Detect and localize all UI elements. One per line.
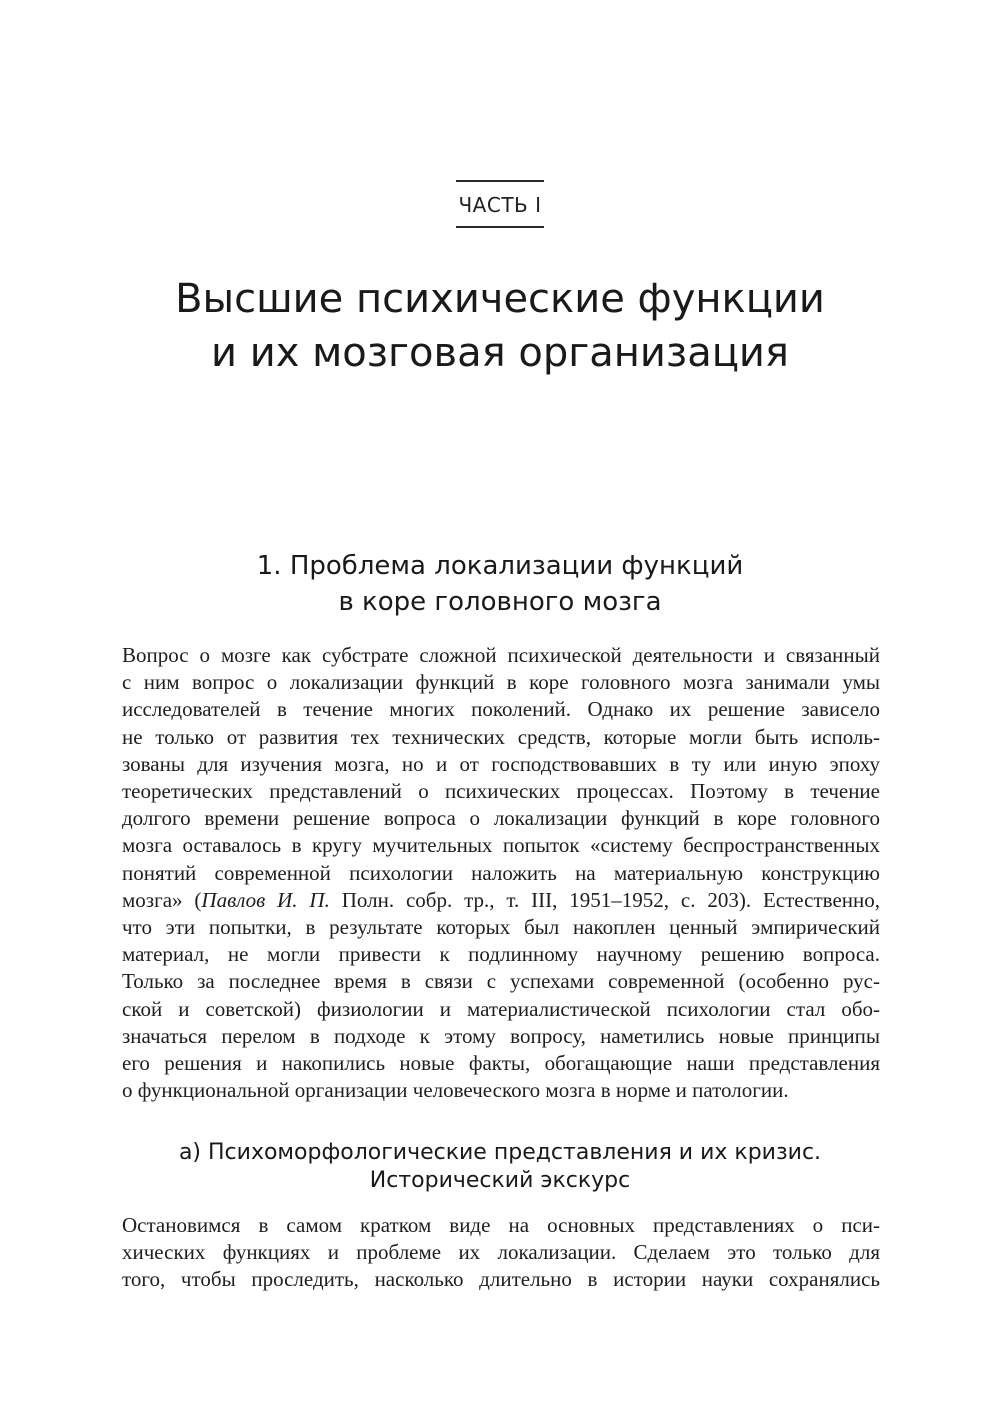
text-line: значаться перелом в подходе к этому вопросу, наметились новые принципы [122,1023,880,1048]
text-line: долгого времени решение вопроса о локализации функций в коре головного [122,806,880,831]
paragraph-2 [122,1212,880,1294]
citation-before: мозга» ( [122,887,202,912]
text-line: о функциональной организации человеческого мозга в норме и патологии. [122,1078,789,1103]
text-line: Только за последнее время в связи с успехами современной (особенно рус- [122,969,880,994]
text-line: понятий современной психологии наложить на материальную конструкцию [122,860,880,885]
part-title [0,272,1000,380]
paragraph-1 [122,642,880,1104]
text-line: что эти попытки, в результате которых был накоплен ценный эмпирический [122,915,880,940]
subsection-title-line: Исторический экскурс [369,1168,631,1193]
text-line: не только от развития тех технических средств, которые могли быть исполь- [122,724,880,749]
text-line: Остановимся в самом кратком виде на основных представлениях о пси- [122,1213,880,1237]
text-line: того, чтобы проследить, насколько длительно в истории науки сохранялись [122,1267,880,1292]
part-label-wrap [0,180,1000,228]
section-title-line: в коре головного мозга [338,587,662,617]
part-title-line: и их мозговая организация [211,330,789,376]
citation-author: Павлов И. П. [201,887,330,912]
text-line: теоретических представлений о психических процессах. Поэтому в течение [122,779,880,804]
text-line: зованы для изучения мозга, но и от господствовавших в ту или иную эпоху [122,751,880,776]
text-line: Вопрос о мозге как субстрате сложной психической деятельности и связанный [122,643,880,667]
section-title [0,548,1000,620]
text-line: материал, не могли привести к подлинному научному решению вопроса. [122,942,880,967]
citation-line [122,887,880,914]
text-line: ской и советской) физиологии и материалистической психологии стал обо- [122,996,880,1021]
subsection-title-line: а) Психоморфологические представления и их кризис. [178,1140,822,1165]
part-title-line: Высшие психические функции [175,276,825,322]
citation-after: Полн. собр. тр., т. III, 1951–1952, с. 203). Естественно, [329,887,880,912]
text-line: с ним вопрос о локализации функций в коре головного мозга занимали умы [122,670,880,695]
text-line: хических функциях и проблеме их локализации. Сделаем это только для [122,1240,880,1265]
text-line: его решения и накопились новые факты, обогащающие наши представления [122,1051,880,1076]
text-line: исследователей в течение многих поколений. Однако их решение зависело [122,697,880,722]
subsection-title [0,1139,1000,1195]
text-line: мозга оставалось в кругу мучительных попыток «систему беспространственных [122,833,880,858]
part-label: ЧАСТЬ I [456,180,543,228]
section-title-line: 1. Проблема локализации функций [256,551,744,581]
